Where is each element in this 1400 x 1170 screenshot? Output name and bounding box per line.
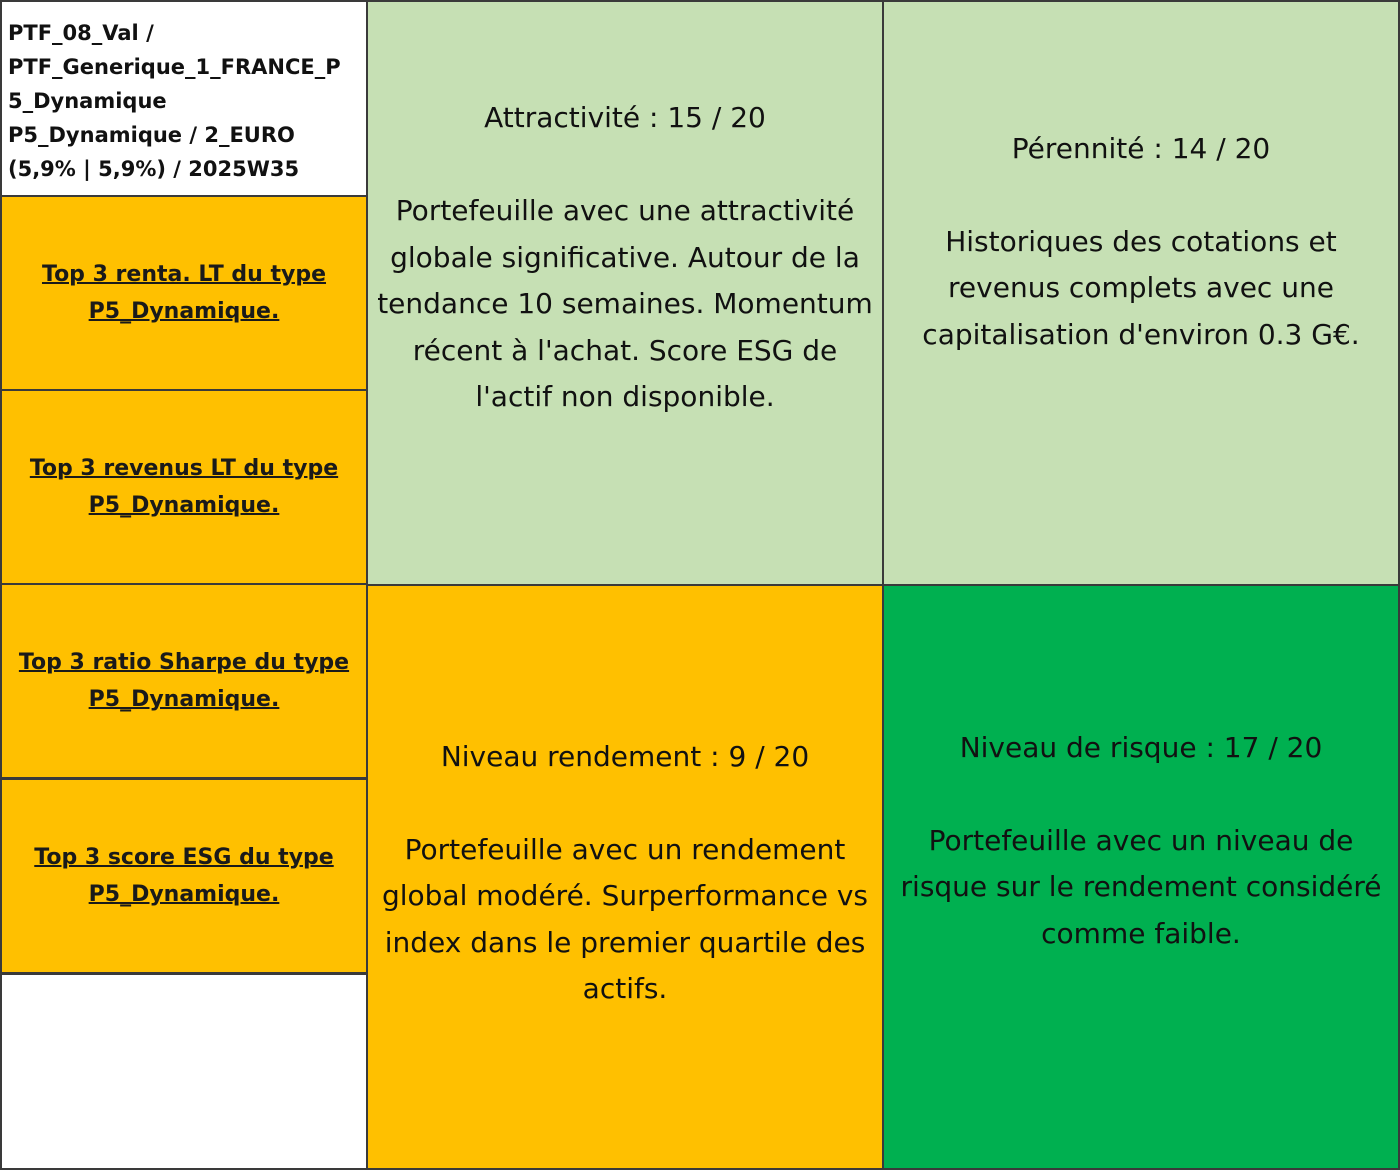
risque-text: Niveau de risque : 17 / 20 Portefeuille avec un niveau de risque sur le rendement considéré comme faible.: [900, 730, 1382, 950]
top3-revenus-link[interactable]: Top 3 revenus LT du type P5_Dynamique.: [29, 456, 339, 518]
portfolio-header-cell: [0, 0, 368, 197]
risque-cell: [882, 584, 1400, 1170]
perennite-cell: [882, 0, 1400, 586]
attractivite-cell: [366, 0, 884, 586]
top3-sharpe-link[interactable]: Top 3 ratio Sharpe du type P5_Dynamique.: [18, 650, 350, 712]
rendement-text: Niveau rendement : 9 / 20 Portefeuille avec un rendement global modéré. Surperformance vs index dans le premier quartile des actifs.: [381, 739, 869, 1005]
top3-esg-cell[interactable]: [0, 778, 368, 974]
attractivite-text: Attractivité : 15 / 20 Portefeuille avec une attractivité globale significative. Autour de la tendance 10 semaines. Momentum récent à l'achat. Score ESG de l'actif non disponible.: [377, 101, 873, 414]
top3-revenus-cell[interactable]: [0, 389, 368, 585]
empty-cell: [0, 973, 368, 1170]
portfolio-header-text: PTF_08_Val / PTF_Generique_1_FRANCE_P 5_Dynamique P5_Dynamique / 2_EURO (5,9% | 5,9%) / 2025W35: [8, 21, 341, 181]
top3-sharpe-cell[interactable]: [0, 583, 368, 779]
top3-esg-link[interactable]: Top 3 score ESG du type P5_Dynamique.: [34, 845, 334, 907]
rendement-cell: [366, 584, 884, 1170]
perennite-text: Pérennité : 14 / 20 Historiques des cotations et revenus complets avec une capitalisation d'environ 0.3 G€.: [922, 131, 1360, 351]
top3-renta-cell[interactable]: [0, 195, 368, 391]
top3-renta-link[interactable]: Top 3 renta. LT du type P5_Dynamique.: [41, 262, 327, 324]
